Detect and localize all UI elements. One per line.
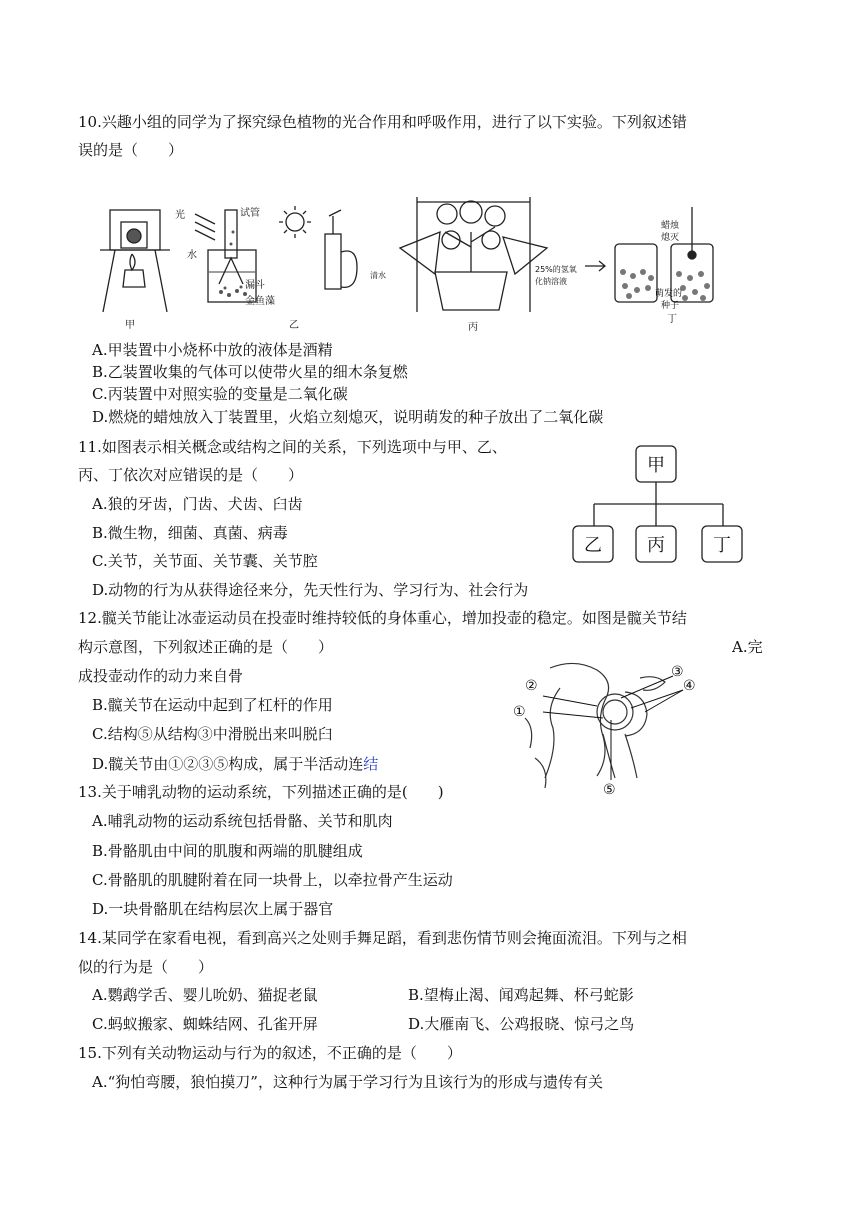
q10-experiment-figure: [95, 192, 720, 342]
q11-option-c: C.关节，关节面、关节囊、关节腔: [92, 552, 318, 570]
q10-option-b: B.乙装置收集的气体可以使带火星的细木条复燃: [92, 363, 408, 381]
q10-option-a: A.甲装置中小烧杯中放的液体是酒精: [92, 341, 333, 359]
fig-label-algae: 金鱼藻: [245, 296, 275, 307]
fig-label-water: 水: [187, 250, 197, 261]
q12-option-c: C.结构⑤从结构③中滑脱出来叫脱臼: [92, 725, 333, 743]
q12-option-a-part2: 成投壶动作的动力来自骨: [78, 667, 244, 685]
fig-label-naoh-1: 25%的氢氧: [535, 265, 577, 274]
q14-option-b: B.望梅止渴、闻鸡起舞、杯弓蛇影: [408, 986, 634, 1004]
marker-1: ①: [513, 704, 526, 720]
q11-concept-diagram: [560, 440, 760, 570]
q12-option-d-end: 结: [363, 755, 379, 773]
q13-option-b: B.骨骼肌由中间的肌腹和两端的肌腱组成: [92, 842, 363, 860]
q13-stem: 13.关于哺乳动物的运动系统，下列描述正确的是( ): [78, 783, 444, 801]
q11-option-b: B.微生物，细菌、真菌、病毒: [92, 524, 288, 542]
marker-2: ②: [525, 678, 538, 694]
q13-option-a: A.哺乳动物的运动系统包括骨骼、关节和肌肉: [92, 812, 393, 830]
q10-option-d: D.燃烧的蜡烛放入丁装置里，火焰立刻熄灭，说明萌发的种子放出了二氧化碳: [92, 408, 604, 426]
q14-option-d: D.大雁南飞、公鸡报晓、惊弓之鸟: [408, 1015, 635, 1033]
q12-option-d: [92, 754, 378, 774]
fig-label-seed-2: 种子: [661, 301, 680, 311]
fig-label-ding: 丁: [667, 314, 677, 325]
q12-stem-line1: 12.髋关节能让冰壶运动员在投壶时维持较低的身体重心，增加投壶的稳定。如图是髋关节结: [78, 609, 687, 627]
q15-stem: 15.下列有关动物运动与行为的叙述，不正确的是（ ）: [78, 1044, 462, 1062]
marker-3: ③: [671, 664, 684, 680]
q14-stem-line1: 14.某同学在家看电视，看到高兴之处则手舞足蹈，看到悲伤情节则会掩面流泪。下列与之相: [78, 929, 687, 947]
fig-label-naoh-2: 化钠溶液: [535, 277, 567, 286]
q11-stem-line2: 丙、丁依次对应错误的是（ ）: [78, 466, 304, 484]
diagram-node-yi: 乙: [584, 535, 602, 556]
q12-option-b: B.髋关节在运动中起到了杠杆的作用: [92, 696, 333, 714]
fig-label-candle-1: 蜡烛: [661, 221, 680, 231]
q14-option-a: A.鹦鹉学舌、婴儿吮奶、猫捉老鼠: [92, 986, 318, 1004]
q11-stem-line1: 11.如图表示相关概念或结构之间的关系，下列选项中与甲、乙、: [78, 438, 507, 456]
q12-hip-joint-figure: [505, 648, 725, 800]
fig-label-yi: 乙: [289, 320, 299, 331]
q12-stem-line2: 构示意图，下列叙述正确的是（ ）: [78, 638, 334, 656]
q11-option-d: D.动物的行为从获得途径来分，先天性行为、学习行为、社会行为: [92, 581, 529, 599]
fig-label-clear-water: 清水: [370, 271, 386, 280]
q14-option-c: C.蚂蚁搬家、蜘蛛结网、孔雀开屏: [92, 1015, 318, 1033]
fig-label-jia: 甲: [125, 320, 135, 331]
q14-stem-line2: 似的行为是（ ）: [78, 958, 214, 976]
fig-label-seed-1: 萌发的: [655, 289, 683, 299]
diagram-node-bing: 丙: [647, 535, 665, 556]
q12-option-a-part1: A.完: [732, 638, 763, 656]
fig-label-candle-2: 熄灭: [661, 233, 680, 243]
q12-option-d-main: D.髋关节由①②③⑤构成，属于半活动连: [92, 755, 364, 773]
fig-label-test-tube: 试管: [240, 208, 260, 219]
fig-label-bing: 丙: [468, 322, 478, 333]
q13-option-c: C.骨骼肌的肌腱附着在同一块骨上，以牵拉骨产生运动: [92, 871, 453, 889]
q10-stem-line2: 误的是（ ）: [78, 141, 184, 159]
diagram-node-jia: 甲: [647, 455, 665, 476]
fig-label-funnel: 漏斗: [245, 280, 265, 291]
q10-stem-line1: 10.兴趣小组的同学为了探究绿色植物的光合作用和呼吸作用，进行了以下实验。下列叙述错: [78, 113, 687, 131]
q13-option-d: D.一块骨骼肌在结构层次上属于器官: [92, 900, 334, 918]
q10-option-c: C.丙装置中对照实验的变量是二氧化碳: [92, 385, 348, 403]
marker-4: ④: [683, 678, 696, 694]
q15-option-a: A.“狗怕弯腰，狼怕摸刀”，这种行为属于学习行为且该行为的形成与遗传有关: [92, 1073, 603, 1091]
marker-5: ⑤: [603, 782, 616, 798]
diagram-node-ding: 丁: [713, 535, 731, 556]
fig-label-light: 光: [175, 210, 185, 221]
q11-option-a: A.狼的牙齿，门齿、犬齿、臼齿: [92, 495, 303, 513]
